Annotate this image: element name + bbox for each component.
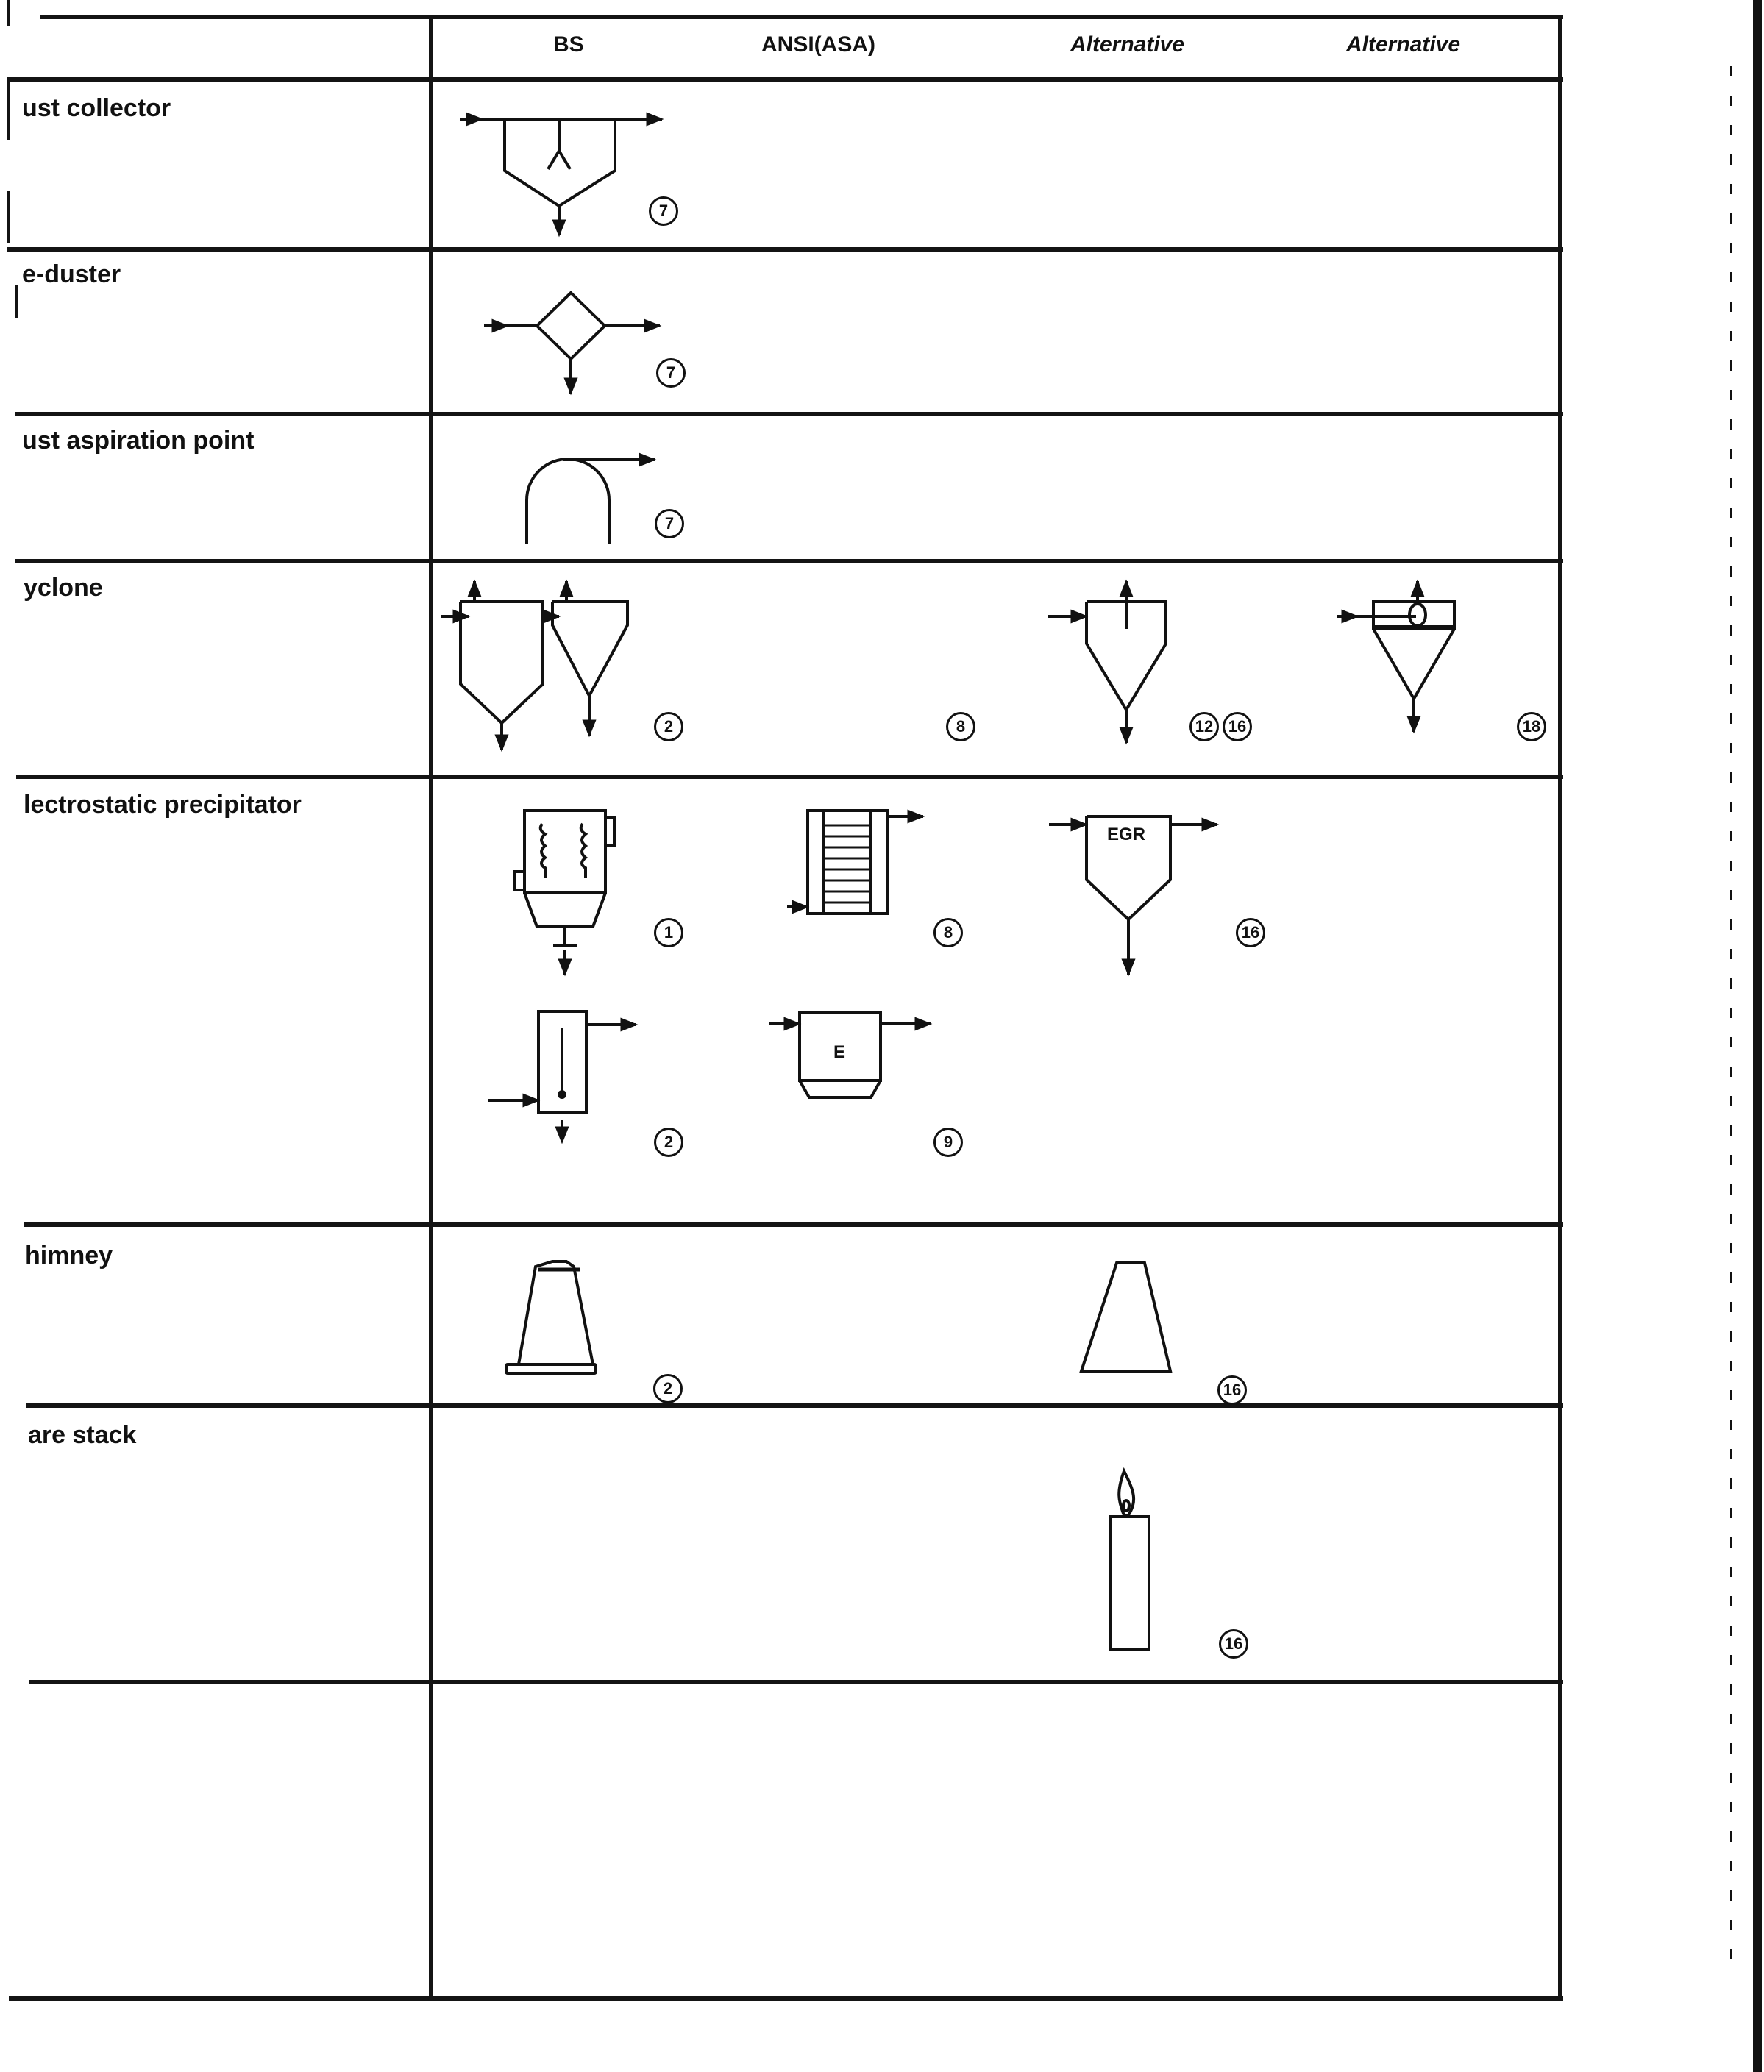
ref-circle-de-duster: 7	[656, 358, 686, 388]
ref-circle-chimney-bs: 2	[653, 1374, 683, 1403]
row-divider-4	[16, 775, 1563, 779]
page-edge-dashes	[1730, 66, 1732, 1979]
ref-circle-dust-collector: 7	[649, 196, 678, 226]
ref-circle-esp-ansi-2: 9	[933, 1128, 963, 1157]
header-bottom-border	[7, 77, 1563, 82]
column-header-alternative-1: Alternative	[1070, 32, 1185, 57]
row-label-dust-aspiration-point: ust aspiration point	[22, 427, 255, 455]
row-label-flare-stack: are stack	[28, 1421, 137, 1449]
row-divider-5	[24, 1222, 1563, 1227]
ref-circle-cyclone-alt1-b: 16	[1223, 712, 1252, 741]
ref-circle-cyclone-bs: 2	[654, 712, 683, 741]
egr-text: EGR	[1107, 825, 1146, 844]
row-divider-3	[15, 559, 1563, 563]
ref-circle-esp-bs-1: 1	[654, 918, 683, 947]
ref-circle-esp-ansi-1: 8	[933, 918, 963, 947]
column-header-alternative-2: Alternative	[1346, 32, 1461, 57]
row-divider-6	[26, 1403, 1563, 1408]
table-bottom-border	[9, 1996, 1563, 2001]
left-edge-mark-1	[7, 81, 10, 140]
ref-circle-esp-egr: 16	[1236, 918, 1265, 947]
page-edge-binding	[1753, 0, 1762, 2072]
left-edge-mark-2	[7, 191, 10, 243]
column-header-ansi: ANSI(ASA)	[761, 32, 875, 57]
table-right-border	[1558, 15, 1562, 2001]
row-label-chimney: himney	[25, 1242, 113, 1270]
e-text: E	[833, 1042, 846, 1062]
ref-circle-esp-bs-2: 2	[654, 1128, 683, 1157]
ref-circle-chimney-alt: 16	[1217, 1375, 1247, 1405]
row-divider-1	[7, 247, 1563, 252]
row-label-cyclone: yclone	[24, 574, 103, 602]
corner-mark	[7, 0, 10, 26]
column-header-bs: BS	[553, 32, 584, 57]
row-divider-2	[15, 412, 1563, 416]
ref-circle-flare-stack: 16	[1219, 1629, 1248, 1659]
row-label-electrostatic-precipitator: lectrostatic precipitator	[24, 791, 302, 819]
row-divider-7	[29, 1680, 1563, 1684]
row-label-de-duster: e-duster	[22, 260, 121, 288]
ref-circle-dust-aspiration: 7	[655, 509, 684, 538]
ref-circle-cyclone-ansi: 8	[946, 712, 975, 741]
table-top-border	[40, 15, 1563, 19]
label-column-divider	[429, 15, 433, 2001]
left-edge-mark-3	[15, 285, 18, 318]
ref-circle-cyclone-alt1-a: 12	[1189, 712, 1219, 741]
ref-circle-cyclone-alt2: 18	[1517, 712, 1546, 741]
row-label-dust-collector: ust collector	[22, 94, 171, 122]
